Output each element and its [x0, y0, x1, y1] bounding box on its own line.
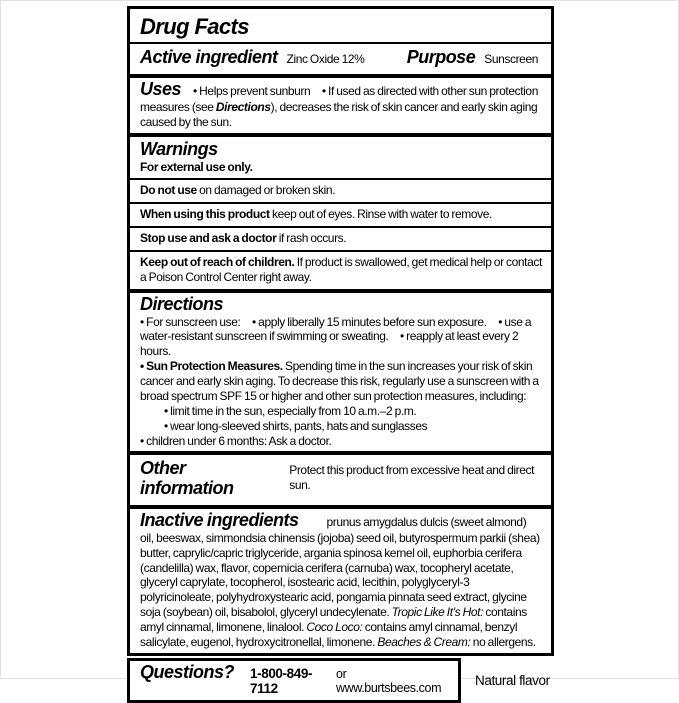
- footer-row: [127, 658, 554, 703]
- uses-directions-ref: Directions: [215, 99, 271, 114]
- other-information-heading: Other information: [140, 458, 234, 499]
- drug-facts-label: [127, 6, 554, 703]
- warning-do-not-use-bold: Do not use: [140, 183, 197, 198]
- other-information-section: [130, 455, 551, 505]
- purpose-heading: Purpose: [406, 47, 476, 68]
- warning-stop-use: [140, 231, 542, 246]
- directions-children: • children under 6 months: Ask a doctor.: [140, 433, 332, 448]
- warning-do-not-use: [140, 183, 542, 198]
- questions-heading: Questions?: [140, 661, 235, 682]
- questions-box: [127, 658, 461, 703]
- warning-when-using-rest: keep out of eyes. Rinse with water to remove.: [269, 207, 492, 222]
- purpose-group: [407, 48, 542, 68]
- warning-stop-use-section: [130, 228, 551, 250]
- directions-line1: • For sunscreen use: • apply liberally 15 minutes before sun exposure. • use a water-resistant sunscreen if swimming or sweating. • reapply at least every 2 hours.: [140, 314, 532, 359]
- warning-keep-out-rest: If product is swallowed, get medical help or contact a Poison Control Center right away.: [140, 255, 542, 284]
- directions-sun-protection-rest: Spending time in the sun increases your risk of skin cancer and early skin aging. To decrease this risk, regularly use a sunscreen with a broad spectrum SPF 15 or higher and other sun protection measures, including:: [140, 359, 539, 403]
- warning-when-using-bold: When using this product: [140, 207, 270, 222]
- directions-sun-protection: [140, 359, 542, 404]
- uses-heading: Uses: [140, 79, 182, 100]
- warning-when-using: [140, 207, 542, 222]
- warnings-heading: Warnings: [140, 138, 218, 159]
- inactive-seg1: prunus amygdalus dulcis (sweet almond) oil, beeswax, simmondsia chinensis (jojoba) seed oil, butyrospermum parkii (shea) butter, caprylic/capric triglyceride, argania spinosa kernel oil, euphorbia cerifera (candelilla) wax, flavor, copernicia cerifera (carnuba) wax, tocopheryl acetate, glyceryl caprylate, tocopherol, isostearic acid, lecithin, polyglyceryl-3 polyricinoleate, polyhydroxystearic acid, pongamia pinnata seed extract, glycine soja (soybean) oil, bisabolol, glyceryl undecylenate.: [140, 515, 540, 620]
- uses-text: [140, 80, 542, 130]
- warning-keep-out-section: [130, 252, 551, 289]
- inactive-coco-rest: contains amyl cinnamal, benzyl salicylate, eugenol, hydroxycitronellal, limonene.: [140, 620, 518, 649]
- natural-flavor-note: Natural flavor: [475, 672, 550, 688]
- directions-sub-bullet-1: • limit time in the sun, especially from 10 a.m.–2 p.m.: [164, 403, 417, 418]
- active-ingredient-heading: Active ingredient: [140, 47, 278, 68]
- warning-when-using-section: [130, 204, 551, 226]
- warning-external-use: For external use only.: [140, 159, 253, 174]
- warnings-header-section: [130, 137, 551, 179]
- uses-seg2: ), decreases the risk of skin cancer and early skin aging caused by the sun.: [140, 99, 538, 129]
- active-ingredient-row: [130, 44, 551, 74]
- questions-website: or www.burtsbees.com: [336, 666, 442, 695]
- directions-sub-bullet-2: • wear long-sleeved shirts, pants, hats and sunglasses: [164, 418, 428, 433]
- directions-sun-protection-bold: • Sun Protection Measures.: [140, 359, 283, 374]
- inactive-ingredients-text: [140, 511, 542, 650]
- inactive-beaches-rest: no allergens.: [470, 634, 536, 649]
- uses-section: [130, 78, 551, 133]
- inactive-beaches-name: Beaches & Cream:: [377, 634, 471, 649]
- title-section: [130, 9, 551, 42]
- questions-phone: 1-800-849-7112: [250, 665, 313, 696]
- inactive-ingredients-heading: Inactive ingredients: [140, 510, 299, 531]
- warning-keep-out: [140, 255, 542, 285]
- warning-do-not-use-section: [130, 180, 551, 202]
- other-information-text: Protect this product from excessive heat and direct sun.: [289, 463, 535, 493]
- inactive-tropic-rest: contains amyl cinnamal, limonene, linalool.: [140, 605, 527, 635]
- inactive-tropic-name: Tropic Like It’s Hot:: [391, 605, 484, 620]
- inactive-ingredients-section: [130, 509, 551, 653]
- directions-heading: Directions: [140, 293, 224, 314]
- uses-seg1: • Helps prevent sunburn • If used as directed with other sun protection measures (see: [140, 84, 538, 114]
- panel-title: Drug Facts: [140, 14, 249, 39]
- active-ingredient-value: Zinc Oxide 12%: [286, 52, 365, 67]
- drug-facts-main-box: [127, 6, 554, 656]
- inactive-coco-name: Coco Loco:: [306, 620, 363, 635]
- warning-stop-use-rest: if rash occurs.: [276, 231, 347, 246]
- purpose-value: Sunscreen: [484, 52, 538, 67]
- directions-section: [130, 293, 551, 452]
- warning-do-not-use-rest: on damaged or broken skin.: [196, 183, 336, 198]
- warning-keep-out-bold: Keep out of reach of children.: [140, 255, 295, 270]
- warning-stop-use-bold: Stop use and ask a doctor: [140, 231, 277, 246]
